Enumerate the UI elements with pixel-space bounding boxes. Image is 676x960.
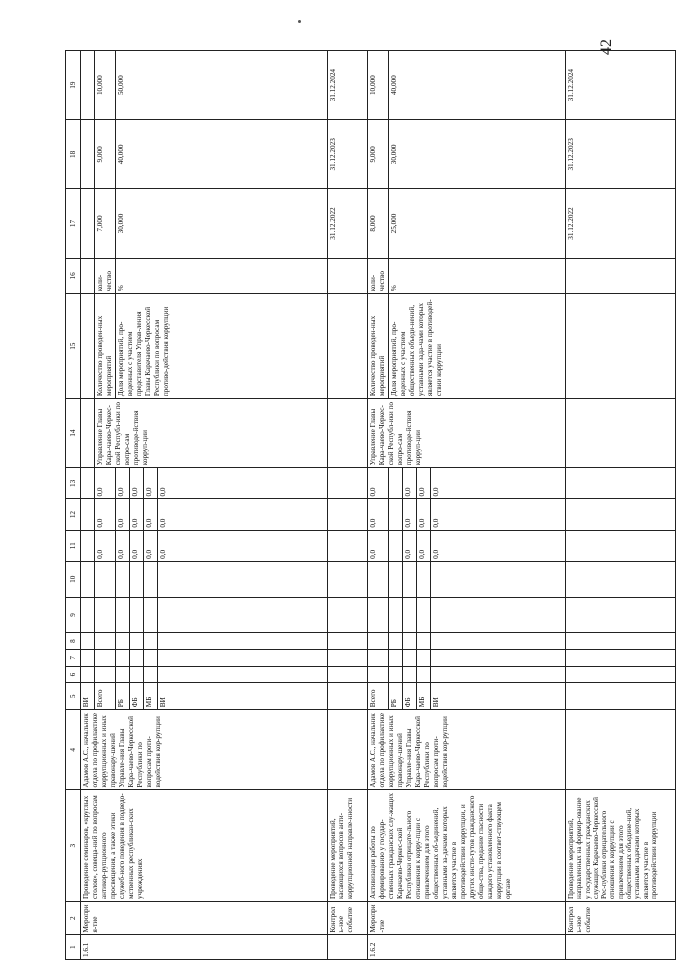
table-row	[81, 51, 95, 960]
control-date: 31.12.2024	[328, 51, 368, 120]
fin-value: 0,0	[144, 468, 158, 499]
page-number-cell	[81, 51, 95, 120]
fin-value: 0,0	[116, 530, 130, 561]
control-name: Проведение мероприятий, направленных на формир-ование у государственных гражданских служащих Карачаево-Черкесской Рес-публики отрицательного отношения к коррупции с привлечением для этого общественных объедине-ний, уставными задачами которых является участие в противодействии коррупции	[566, 790, 676, 902]
fin-value: 0,0	[158, 499, 328, 530]
col-num: 16	[66, 258, 81, 294]
col-num: 17	[66, 189, 81, 258]
table-row	[328, 51, 368, 960]
fin-value	[389, 468, 403, 499]
fin-value: 0,0	[144, 530, 158, 561]
item-type: Мероприя-тие	[81, 902, 328, 935]
indicator-value: 8,000	[368, 189, 389, 258]
page-number: 42	[598, 39, 615, 55]
col-num: 13	[66, 468, 81, 499]
col-num: 2	[66, 902, 81, 935]
indicator-unit: %	[116, 258, 328, 294]
fin-source: ВИ	[81, 683, 95, 710]
fin-value: 0,0	[130, 468, 144, 499]
indicator-value: 10,000	[368, 51, 389, 120]
control-date: 31.12.2022	[566, 189, 676, 258]
indicator-value: 50,000	[116, 51, 328, 120]
fin-value: 0,0	[130, 499, 144, 530]
control-date: 31.12.2022	[328, 189, 368, 258]
indicator-unit: %	[389, 258, 566, 294]
indicator-value: 9,000	[368, 120, 389, 189]
item-type: Меропри-тие	[368, 902, 566, 935]
fin-value: 0,0	[116, 468, 130, 499]
fin-value	[81, 499, 95, 530]
fin-value: 0,0	[417, 499, 431, 530]
col-num: 12	[66, 499, 81, 530]
fin-value	[81, 468, 95, 499]
program-table-sheet	[65, 50, 658, 960]
table-row	[566, 51, 676, 960]
col-num: 6	[66, 666, 81, 683]
fin-value	[389, 530, 403, 561]
indicator-unit: коли-чество	[368, 258, 389, 294]
fin-value: 0,0	[130, 530, 144, 561]
fin-value: 0,0	[403, 530, 417, 561]
fin-source: МБ	[417, 683, 431, 710]
item-number: 1.6.2	[368, 935, 566, 960]
fin-value	[389, 499, 403, 530]
fin-value: 0,0	[368, 499, 389, 530]
fin-value: 0,0	[368, 468, 389, 499]
indicator-name: Доля мероприятий, про-веденных с участием общественных объеди-нений, уставными зада-чами которых является участие в противодей-ствии коррупции	[389, 294, 566, 399]
fin-value: 0,0	[95, 468, 116, 499]
fin-value: 0,0	[95, 530, 116, 561]
col-num: 7	[66, 649, 81, 666]
item-executor: Адамов А.С., начальник отдела по профилактике коррупционных и иных правонару-шений Управле-ния Главы Кара-чаево-Черкесской Республики по вопросам проти-водействия кор-рупции	[368, 710, 566, 790]
indicator-value: 9,000	[95, 120, 116, 189]
indicator-value: 30,000	[116, 189, 328, 258]
fin-source: Всего	[368, 683, 389, 710]
col-num: 3	[66, 790, 81, 902]
fin-value: 0,0	[403, 499, 417, 530]
col-num: 18	[66, 120, 81, 189]
fin-value: 0,0	[417, 530, 431, 561]
indicator-value: 40,000	[116, 120, 328, 189]
indicator-unit: коли-чество	[95, 258, 116, 294]
indicator-value: 7,000	[95, 189, 116, 258]
item-name: Активизация работы по формированию у государ-ственных гражданских слу-жащих Карачаево-Черкес-ской Республики отрицате-льного отношения к корру-пции с привлечением для этого общественных об-ъединений, уставными за-дачами которых является участие в противодействии коррупции, и других инсти-тутов гражданского обще-ства, предание гласности каждого установленного факта коррупции в соответ-ствующем органе	[368, 790, 566, 902]
fin-value: 0,0	[95, 499, 116, 530]
indicator-value: 40,000	[389, 51, 566, 120]
control-type: Контроль-ное событие	[566, 902, 676, 935]
fin-value: 0,0	[431, 499, 566, 530]
item-number: 1.6.1	[81, 935, 328, 960]
col-num: 10	[66, 561, 81, 597]
fin-value: 0,0	[158, 530, 328, 561]
control-date: 31.12.2023	[566, 120, 676, 189]
control-type: Контроль-ное событие	[328, 902, 368, 935]
col-num: 15	[66, 294, 81, 399]
fin-value: 0,0	[431, 468, 566, 499]
control-date: 31.12.2024	[566, 51, 676, 120]
fin-source: ВИ	[158, 683, 328, 710]
fin-source: РБ	[389, 683, 403, 710]
fin-value: 0,0	[403, 468, 417, 499]
program-table	[65, 50, 676, 960]
col-num: 14	[66, 399, 81, 468]
fin-value: 0,0	[431, 530, 566, 561]
column-number-row	[66, 51, 81, 960]
col-num: 8	[66, 633, 81, 650]
fin-source: МБ	[144, 683, 158, 710]
table-row	[368, 51, 389, 960]
responsible: Управление Главы Кара-чаево-Черкес-ской Республ-ики по вопро-сам противоде-йствия корруп-ции	[95, 399, 328, 468]
fin-value: 0,0	[158, 468, 328, 499]
indicator-name: Доля мероприятий, про-веденных с участием представителя Управ-ления Главы Карачаево-Черкесской Республики по вопросам противо-действия коррупции	[116, 294, 328, 399]
fin-source: ФБ	[403, 683, 417, 710]
indicator-name: Количество проведен-ных мероприятий	[95, 294, 116, 399]
indicator-value: 25,000	[389, 189, 566, 258]
responsible: Управление Главы Кара-чаево-Черкес-ской Республ-ики по вопро-сам противоде-йствия корруп-ции	[368, 399, 566, 468]
fin-value: 0,0	[144, 499, 158, 530]
fin-value: 0,0	[116, 499, 130, 530]
fin-source: Всего	[95, 683, 116, 710]
indicator-name: Количество проведен-ных мероприятий	[368, 294, 389, 399]
indicator-value: 10,000	[95, 51, 116, 120]
fin-source: ФБ	[130, 683, 144, 710]
control-name: Проведение мероприятий, касающихся вопросов анти-коррупционной направле-нности	[328, 790, 368, 902]
indicator-value: 30,000	[389, 120, 566, 189]
item-executor: Адамов А.С., начальник отдела по профилактике коррупционных и иных правонару-шений Управле-ния Главы Кара-чаево-Черкесской Республики по вопросам проти-водействия кор-рупции	[81, 710, 328, 790]
fin-value	[81, 530, 95, 561]
scan-dot	[298, 20, 301, 23]
col-num: 19	[66, 51, 81, 120]
fin-source: РБ	[116, 683, 130, 710]
fin-value: 0,0	[417, 468, 431, 499]
col-num: 4	[66, 710, 81, 790]
fin-value: 0,0	[368, 530, 389, 561]
item-name: Проведение семинаров, «круглых столов», совеща-ний по вопросам антикор-рупционного просвещения, а также этики служеб-ного поведения в подведо-мственных республикан-ских учреждениях	[81, 790, 328, 902]
col-num: 1	[66, 935, 81, 960]
control-date: 31.12.2023	[328, 120, 368, 189]
fin-source: ВИ	[431, 683, 566, 710]
col-num: 9	[66, 597, 81, 633]
col-num: 5	[66, 683, 81, 710]
col-num: 11	[66, 530, 81, 561]
